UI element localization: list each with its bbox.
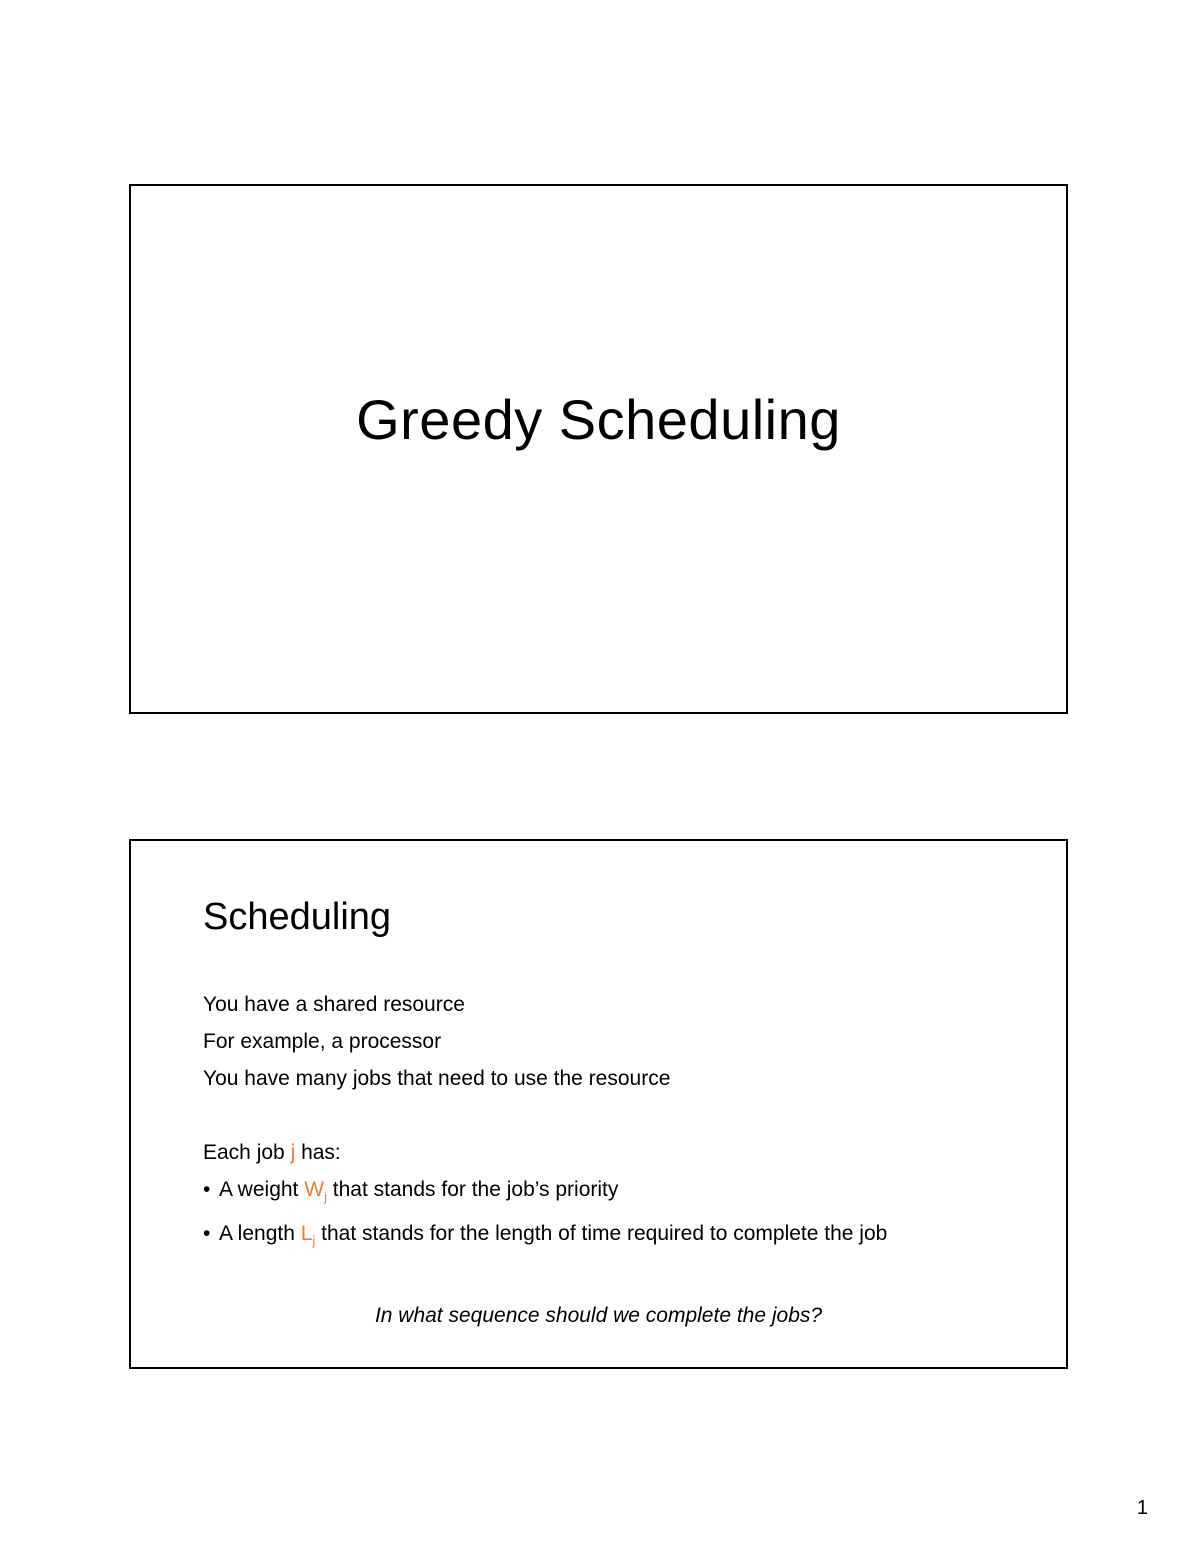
weight-var-letter: W <box>304 1178 325 1201</box>
length-var-subscript: j <box>312 1233 316 1248</box>
slide-title-text: Greedy Scheduling <box>356 388 841 451</box>
bullet-icon: • <box>203 1178 211 1201</box>
bullet-suffix: that stands for the length of time required to complete the job <box>315 1222 888 1245</box>
body-line: You have many jobs that need to use the resource <box>203 1067 671 1090</box>
length-variable <box>300 1222 316 1248</box>
job-variable: j <box>290 1141 296 1164</box>
slide-scheduling <box>129 839 1068 1369</box>
bullet-suffix: that stands for the job’s priority <box>326 1178 619 1201</box>
bullet-weight <box>203 1171 1026 1215</box>
body-line: For example, a processor <box>203 1030 442 1053</box>
each-job-suffix: has: <box>295 1141 341 1164</box>
each-job-line <box>203 1134 1026 1171</box>
slide-title <box>129 184 1068 714</box>
body-line: You have a shared resource <box>203 993 465 1016</box>
slide-heading: Scheduling <box>203 896 392 938</box>
bullet-length <box>203 1215 1026 1259</box>
slide-body <box>203 986 1026 1334</box>
bullet-prefix: A weight <box>219 1178 305 1201</box>
weight-variable <box>304 1178 327 1204</box>
length-var-letter: L <box>300 1222 313 1245</box>
bullet-prefix: A length <box>219 1222 301 1245</box>
each-job-prefix: Each job <box>203 1141 291 1164</box>
bullet-icon: • <box>203 1222 211 1245</box>
spacer <box>203 1097 1026 1134</box>
page-number: 1 <box>1136 1497 1148 1519</box>
question-text: In what sequence should we complete the jobs? <box>374 1304 823 1327</box>
weight-var-subscript: j <box>324 1189 327 1204</box>
